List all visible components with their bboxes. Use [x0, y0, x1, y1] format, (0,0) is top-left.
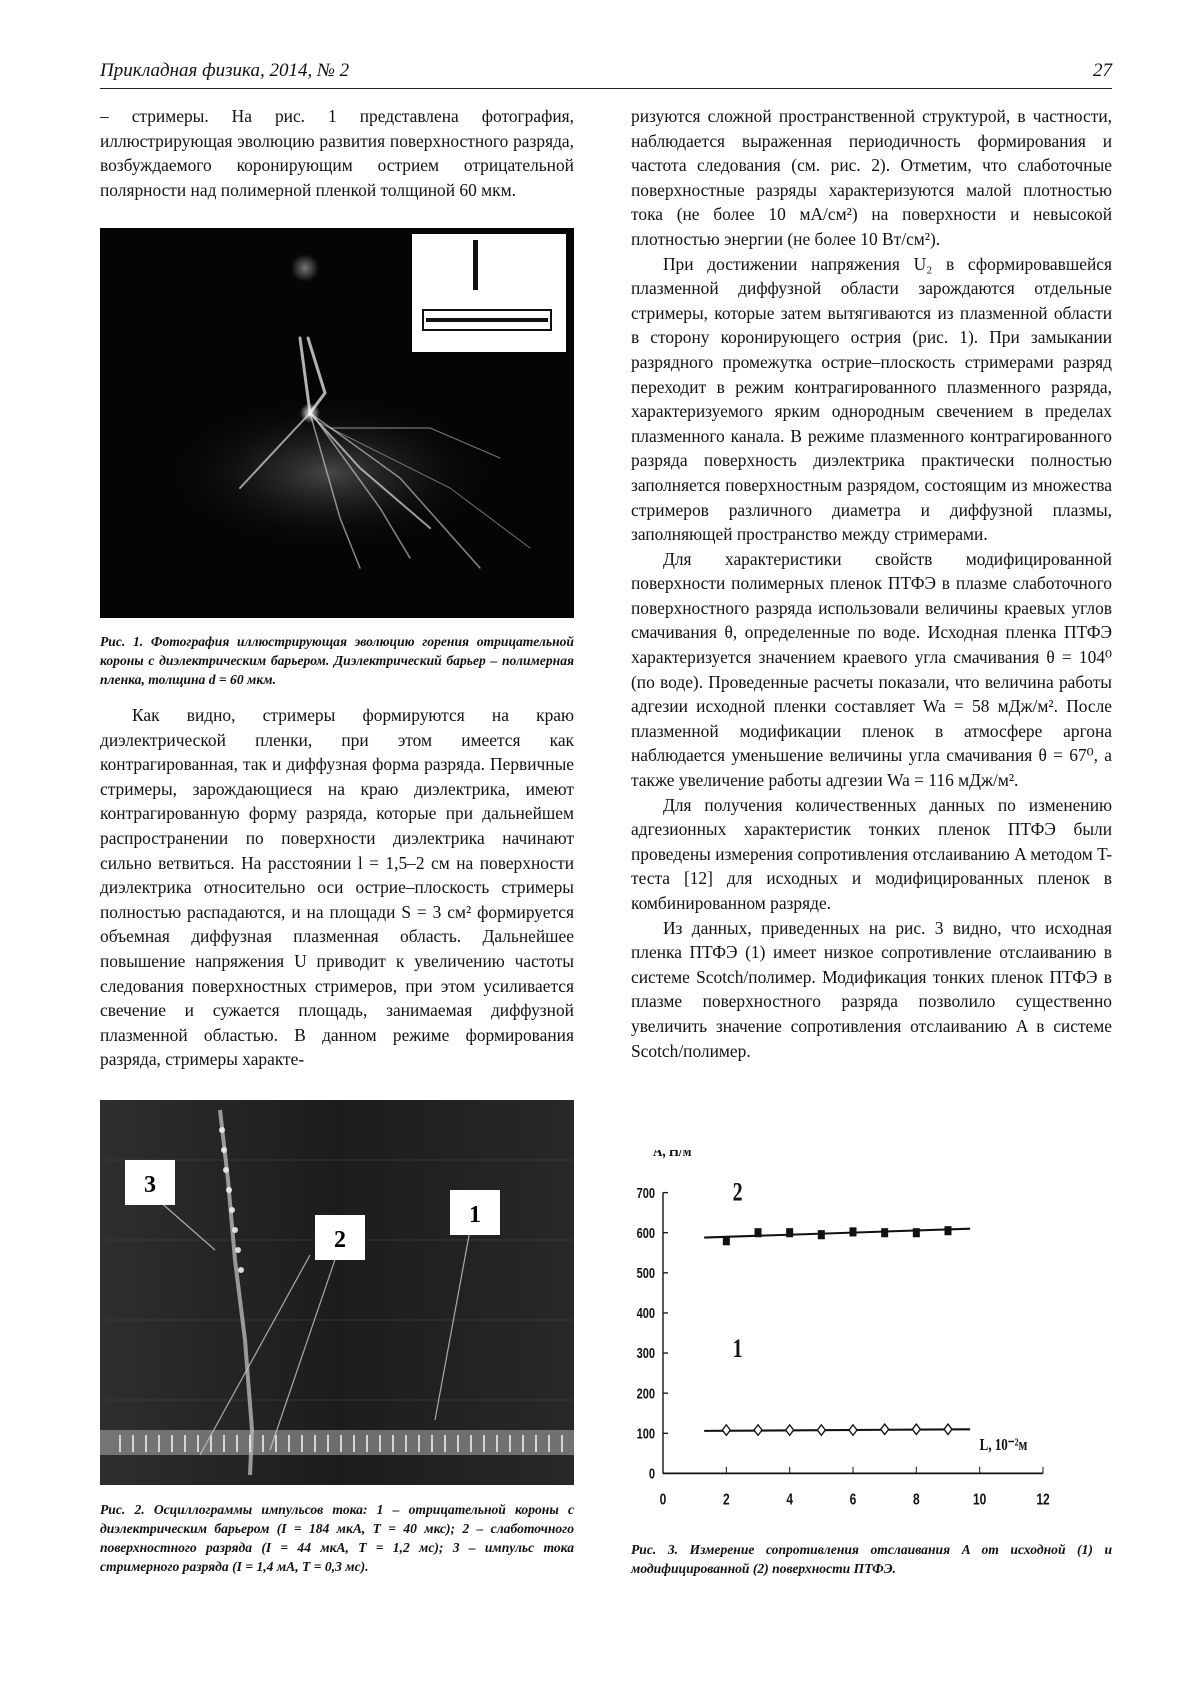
paragraph: При достижении напряжения U₂ в сформировавшейся плазменной диффузной области зарождаются отдельные стримеры, которые затем вытягиваются из плазменной области в сторону коронирующего острия (рис. 1). При замыкании разрядного промежутка острие–плоскость стримерами разряд переходит в режим контрагированного плазменного разряда, характеризуемого ярким однородным свечением в пределах плазменного канала. В режиме плазменного контрагированного разряда поверхность диэлектрика практически полностью заполняется поверхностным разрядом, состоящим из множества стримеров различного диаметра и диффузной плазмы, заполняющей пространство между стримерами. [631, 253, 1112, 545]
y-tick-label: 300 [636, 1344, 655, 1362]
fig2-label-3: 3 [144, 1172, 156, 1198]
figure-2-caption: Рис. 2. Осциллограммы импульсов тока: 1 – отрицательной короны с диэлектрическим барьером (I = 184 мкА, T = 40 мкс); 2 – слаботочного поверхностного разряда (I = 44 мкА, T = 1,2 мс); 3 – импульс тока стримерного разряда (I = 1,4 мА, T = 0,3 мс). [100, 1502, 574, 1574]
paragraph: Для получения количественных данных по изменению адгезионных характеристик тонких пленок ПТФЭ были проведены измерения сопротивления отслаиванию A методом T-теста [12] для исходных и модифицированных пленок в комбинированном разряде. [631, 794, 1112, 913]
data-point [881, 1228, 888, 1237]
figure-3-chart [620, 1150, 1120, 1525]
y-tick-label: 200 [636, 1384, 655, 1402]
data-point [722, 1425, 730, 1435]
figure-1-photo [100, 228, 574, 618]
series-2 [704, 1178, 970, 1245]
paragraph: ризуются сложной пространственной структурой, в частности, наблюдается выраженная периодичность формирования и частота следования (см. рис. 2). Отметим, что слаботочные поверхностные разряды характеризуются малой плотностью тока (не более 10 мА/см²) на поверхности и невысокой плотностью энергии (не более 10 Вт/см²). [631, 106, 1112, 249]
x-tick-label: 2 [722, 1490, 730, 1508]
x-tick-label: 6 [849, 1490, 857, 1508]
left-column-main [100, 703, 574, 1072]
data-point [881, 1424, 889, 1434]
data-point [913, 1228, 920, 1237]
page-number: 27 [1093, 60, 1112, 81]
data-point [849, 1425, 857, 1435]
data-point [818, 1230, 825, 1239]
data-point [755, 1228, 762, 1237]
data-point [754, 1425, 762, 1435]
y-axis-label: A, Н/м [653, 1150, 692, 1161]
y-tick-label: 700 [636, 1184, 655, 1202]
series-label: 1 [732, 1334, 743, 1364]
x-tick-label: 4 [786, 1490, 794, 1508]
left-column-intro [100, 104, 574, 202]
series-line [704, 1229, 970, 1238]
data-point [786, 1228, 793, 1237]
x-tick-label: 8 [912, 1490, 920, 1508]
data-point [912, 1424, 920, 1434]
figure-2-oscillogram [100, 1100, 574, 1485]
y-tick-label: 0 [648, 1465, 655, 1482]
paragraph: Как видно, стримеры формируются на краю диэлектрической пленки, при этом имеется как контрагированная, так и диффузная форма разряда. Первичные стримеры, зарождающиеся на краю диэлектрика, имеют контрагированную форму разряда, которые при дальнейшем распространении по поверхности диэлектрика начинают сильно ветвиться. На расстоянии l = 1,5–2 см на поверхности диэлектрика относительно оси острие–плоскость стримеры полностью распадаются, и на площади S = 3 см² формируется объемная диффузная плазменная область. Дальнейшее повышение напряжения U приводит к увеличению частоты следования поверхностных стримеров, при этом усиливается свечение и сужается площадь, занимаемая диффузной плазменной областью. В данном режиме формирования разряда, стримеры характе- [100, 705, 574, 1070]
right-column [631, 104, 1112, 1063]
paragraph: Из данных, приведенных на рис. 3 видно, что исходная пленка ПТФЭ (1) имеет низкое сопротивление отслаиванию в системе Scotch/полимер. Модификация тонких пленок ПТФЭ в плазме поверхностного разряда позволило существенно увеличить значение сопротивления отслаиванию A в системе Scotch/полимер. [631, 917, 1112, 1061]
figure-1-caption: Рис. 1. Фотография иллюстрирующая эволюцию горения отрицательной короны с диэлектрическим барьером. Диэлектрический барьер – полимерная пленка, толщина d = 60 мкм. [100, 634, 574, 687]
chart-area [637, 1150, 1050, 1508]
series-label: 2 [732, 1178, 743, 1208]
y-tick-label: 500 [636, 1264, 655, 1282]
data-point [944, 1424, 952, 1434]
data-point [850, 1227, 857, 1236]
data-point [786, 1425, 794, 1435]
y-tick-label: 100 [636, 1425, 655, 1442]
y-tick-label: 600 [636, 1224, 655, 1242]
fig2-label-2: 2 [334, 1227, 346, 1253]
data-point [945, 1226, 952, 1235]
paragraph: – стримеры. На рис. 1 представлена фотография, иллюстрирующая эволюцию развития поверхностного разряда, возбуждаемого коронирующим острием отрицательной полярности над полимерной пленкой толщиной 60 мкм. [100, 106, 574, 200]
x-tick-label: 10 [972, 1490, 987, 1508]
x-tick-label: 12 [1036, 1490, 1050, 1508]
data-point [723, 1236, 730, 1245]
figure-3-caption: Рис. 3. Измерение сопротивления отслаивания A от исходной (1) и модифицированной (2) поверхности ПТФЭ. [631, 1542, 1112, 1576]
chart-frame [637, 1150, 1050, 1508]
journal-title: Прикладная физика, 2014, № 2 [100, 60, 350, 81]
series-1 [704, 1335, 970, 1436]
y-tick-label: 400 [636, 1304, 655, 1322]
page-header [100, 58, 1112, 89]
chart-inner [637, 1150, 1050, 1508]
paragraph: Для характеристики свойств модифицированной поверхности полимерных пленок ПТФЭ в плазме слаботочного поверхностного разряда использовали величины краевых углов смачивания θ, определенные по воде. Исходная пленка ПТФЭ характеризуется значением краевого угла смачивания θ = 104⁰ (по воде). Проведенные расчеты показали, что величина работы адгезии исходной пленки составляет Wa = 58 мДж/м². После плазменной модификации пленок в атмосфере аргона наблюдается уменьшение величины угла смачивания θ = 67⁰, а также увеличение работы адгезии Wa = 116 мДж/м². [631, 548, 1112, 791]
fig2-label-1: 1 [469, 1202, 481, 1228]
x-tick-label: 0 [659, 1490, 667, 1508]
data-point [817, 1425, 825, 1435]
chart-plot [637, 1150, 1050, 1508]
series-line [704, 1429, 970, 1431]
x-axis-label: L, 10⁻²м [979, 1436, 1028, 1455]
